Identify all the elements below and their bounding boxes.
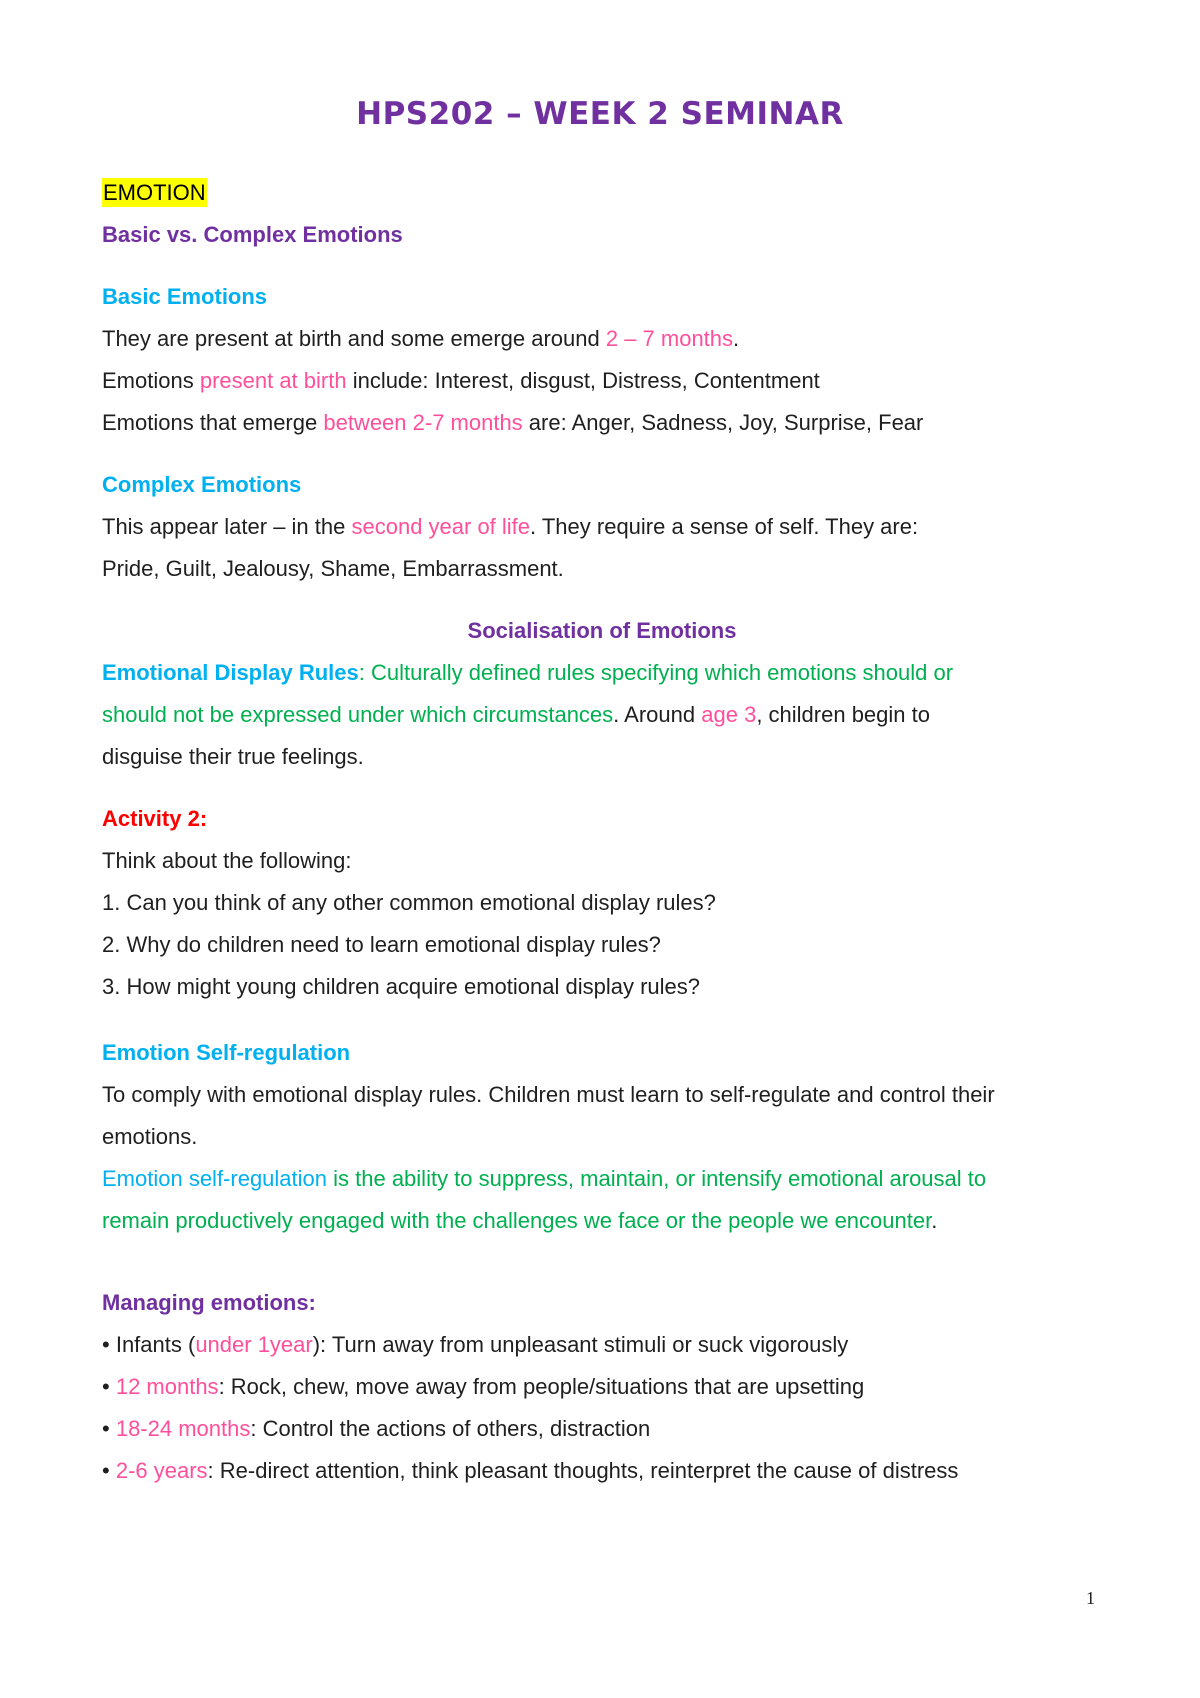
highlight-term: age 3 (701, 702, 757, 727)
complex-line-1: This appear later – in the second year of life. They require a sense of self. They are: (102, 514, 919, 539)
self-regulation-line-1: To comply with emotional display rules. Children must learn to self-regulate and control their (102, 1082, 995, 1107)
activity-question-1: 1. Can you think of any other common emotional display rules? (102, 890, 716, 915)
age-label: 12 months (115, 1374, 219, 1399)
activity-question-3: 3. How might young children acquire emotional display rules? (102, 974, 700, 999)
basic-line-3: Emotions that emerge between 2-7 months are: Anger, Sadness, Joy, Surprise, Fear (102, 410, 924, 435)
age-label: under 1year (195, 1332, 313, 1357)
list-item: • 2-6 years: Re-direct attention, think pleasant thoughts, reinterpret the cause of distress (102, 1458, 959, 1483)
highlighted-heading: EMOTION (103, 180, 206, 205)
activity-question-2: 2. Why do children need to learn emotional display rules? (102, 932, 661, 957)
list-item: • 12 months: Rock, chew, move away from people/situations that are upsetting (102, 1374, 865, 1399)
highlight-term: 2 – 7 months (605, 326, 734, 351)
complex-emotions-heading: Complex Emotions (102, 472, 302, 497)
display-rules-line-1: Emotional Display Rules: Culturally defined rules specifying which emotions should or (102, 660, 954, 685)
self-regulation-heading: Emotion Self-regulation (102, 1040, 351, 1065)
basic-line-2: Emotions present at birth include: Interest, disgust, Distress, Contentment (102, 368, 820, 393)
basic-line-1: They are present at birth and some emerge around 2 – 7 months. (102, 326, 740, 351)
managing-emotions-heading: Managing emotions: (102, 1290, 316, 1315)
display-rules-line-2: should not be expressed under which circumstances. Around age 3, children begin to (102, 702, 930, 727)
self-regulation-term: Emotion self-regulation (102, 1166, 328, 1191)
activity-intro: Think about the following: (102, 848, 352, 873)
highlight-term: second year of life (351, 514, 531, 539)
highlight-term: between 2-7 months (323, 410, 523, 435)
list-item: • Infants (under 1year): Turn away from unpleasant stimuli or suck vigorously (102, 1332, 849, 1357)
document-body (102, 172, 1102, 1492)
managing-emotions-list (102, 1324, 1102, 1492)
complex-line-2: Pride, Guilt, Jealousy, Shame, Embarrassment. (102, 556, 564, 581)
age-label: 18-24 months (115, 1416, 251, 1441)
page-title: HPS202 – WEEK 2 SEMINAR (356, 96, 844, 132)
highlight-term: present at birth (199, 368, 347, 393)
self-regulation-line-2: emotions. (102, 1124, 198, 1149)
display-rules-line-3: disguise their true feelings. (102, 744, 364, 769)
age-label: 2-6 years (115, 1458, 208, 1483)
socialisation-heading: Socialisation of Emotions (467, 618, 737, 643)
subheading: Basic vs. Complex Emotions (102, 222, 403, 247)
list-item: • 18-24 months: Control the actions of others, distraction (102, 1416, 651, 1441)
display-rules-term: Emotional Display Rules (102, 660, 359, 685)
display-rules-definition: Culturally defined rules specifying which emotions should or (370, 660, 954, 685)
section-heading-emotion (102, 172, 1102, 214)
activity-heading: Activity 2: (102, 806, 208, 831)
basic-emotions-heading: Basic Emotions (102, 284, 268, 309)
self-regulation-definition-2: remain productively engaged with the challenges we face or the people we encounter. (102, 1208, 938, 1233)
page-number: 1 (1086, 1588, 1095, 1608)
self-regulation-definition-1: Emotion self-regulation is the ability to suppress, maintain, or intensify emotional arousal to (102, 1166, 987, 1191)
